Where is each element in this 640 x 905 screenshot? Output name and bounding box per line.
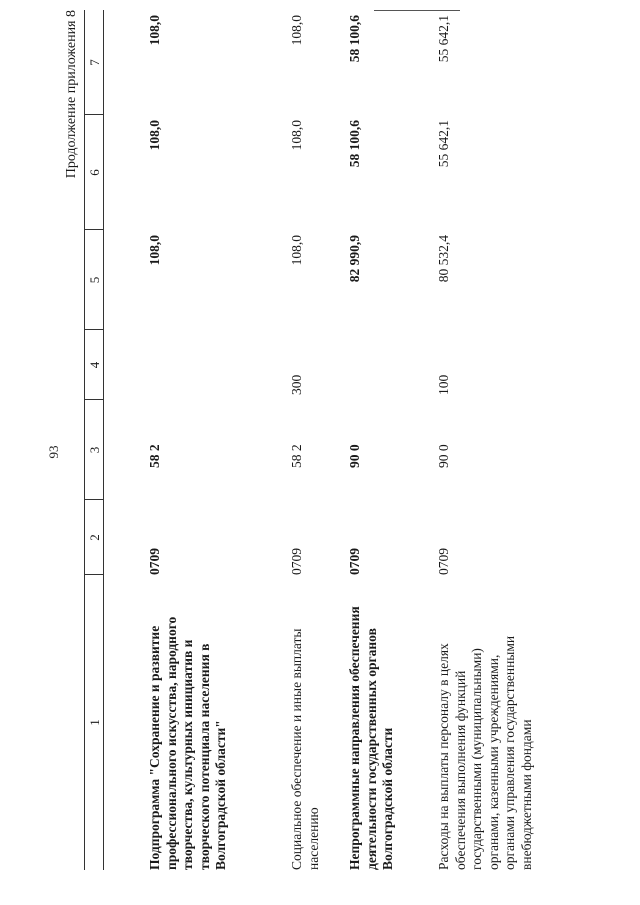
row-2-col7: 108,0 — [289, 15, 304, 46]
row-4-col7: 55 642,1 — [436, 15, 451, 63]
rotated-table-block — [63, 10, 583, 870]
row-3-target: 90 0 — [347, 444, 362, 468]
row-4-col5: 80 532,4 — [436, 235, 451, 283]
row-3-col6: 58 100,6 — [347, 120, 362, 168]
col-header-5: 5 — [87, 276, 102, 284]
row-2-name: Социальное обеспечение и иные выплаты населению — [289, 628, 321, 870]
row-2-col5: 108,0 — [289, 235, 304, 266]
row-2-target: 58 2 — [289, 444, 304, 468]
row-2-expense-type: 300 — [289, 374, 304, 395]
row-1-col6: 108,0 — [147, 120, 162, 151]
col-header-7: 7 — [87, 59, 102, 66]
col-header-1: 1 — [87, 719, 102, 726]
row-3-col7: 58 100,6 — [347, 15, 362, 63]
row-4-col6: 55 642,1 — [436, 120, 451, 168]
annex-title: Продолжение приложения 8 — [64, 10, 79, 179]
row-1-col7: 108,0 — [147, 15, 162, 46]
row-4-target: 90 0 — [436, 444, 451, 468]
row-1-col5: 108,0 — [147, 235, 162, 266]
col-header-4: 4 — [87, 361, 102, 369]
row-3-name: Непрограммные направления обеспечения деятельности государственных органов Волгоградской области — [347, 606, 395, 870]
col-header-6: 6 — [87, 169, 102, 176]
row-4-code: 0709 — [436, 548, 451, 575]
row-2-col6: 108,0 — [289, 120, 304, 151]
row-3-code: 0709 — [347, 548, 362, 575]
row-1-code: 0709 — [147, 548, 162, 575]
page-number: 93 — [46, 445, 61, 459]
row-2-code: 0709 — [289, 548, 304, 575]
row-4-expense-type: 100 — [436, 374, 451, 395]
col-header-2: 2 — [87, 534, 102, 541]
row-3-col5: 82 990,9 — [347, 235, 362, 283]
col-header-3: 3 — [87, 446, 102, 454]
row-1-target: 58 2 — [147, 444, 162, 468]
table-top-rule — [84, 10, 85, 870]
row-4-name: Расходы на выплаты персоналу в целях обеспечения выполнения функций государственными (муниципальными) органами, казенными учреждениями, органами управления государственными внебюджетными фондами — [436, 635, 534, 870]
header-bottom-rule — [103, 10, 104, 870]
row-1-name: Подпрограмма "Сохранение и развитие профессионального искусства, народного творчества, культурных инициатив и творческого потенциала населения в Волгоградской области" — [147, 616, 228, 870]
